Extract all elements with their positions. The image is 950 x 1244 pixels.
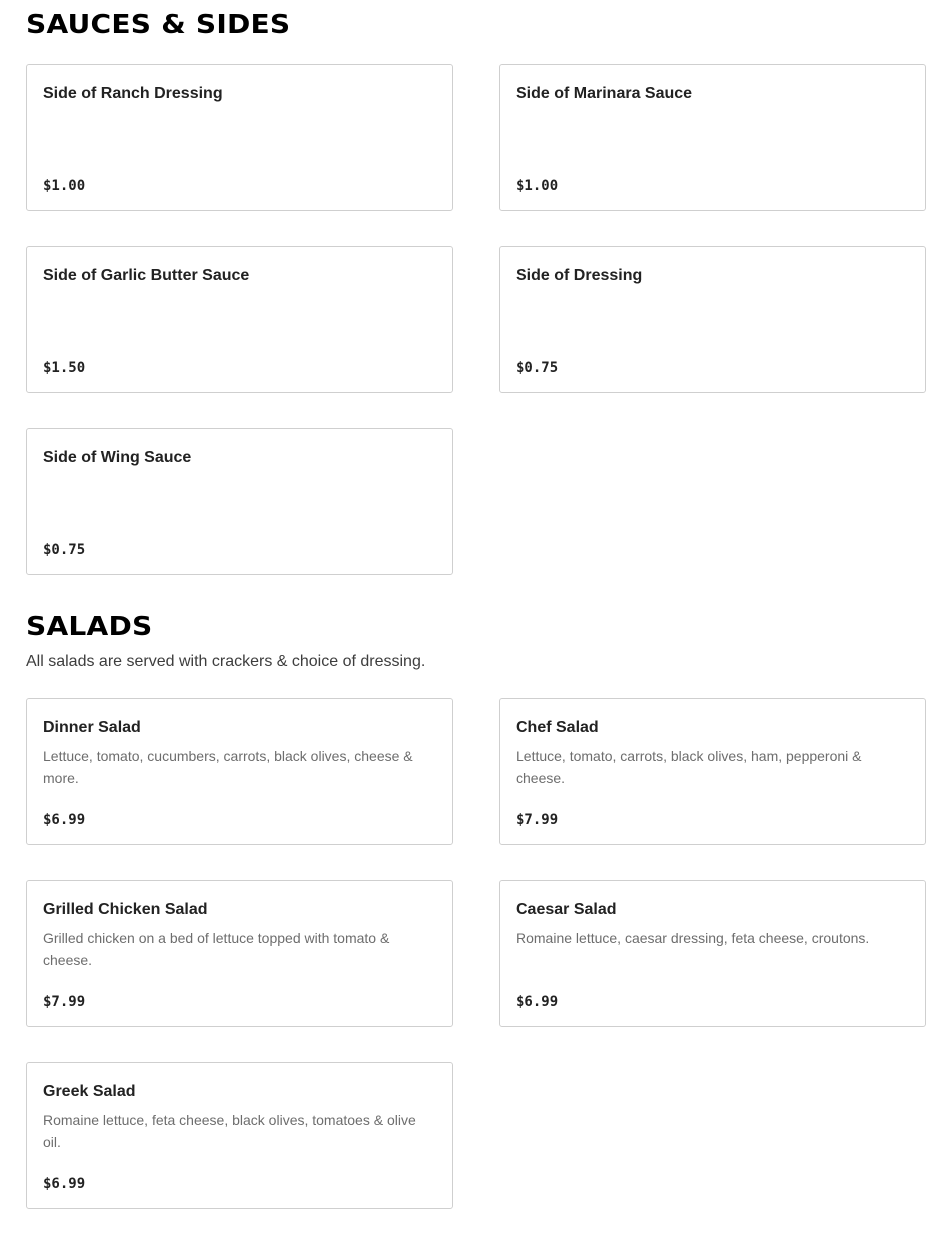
menu-item-name: Side of Marinara Sauce — [516, 85, 693, 102]
menu-item-card[interactable] — [26, 246, 453, 393]
salads-section-title: SALADS — [26, 612, 153, 642]
menu-item-price: $7.99 — [43, 994, 86, 1010]
menu-item-price: $6.99 — [43, 1176, 86, 1192]
menu-item-card[interactable] — [26, 698, 453, 845]
menu-item-price: $0.75 — [516, 360, 559, 376]
menu-item-card[interactable] — [26, 428, 453, 575]
menu-item-description: Romaine lettuce, feta cheese, black olives, tomatoes & olive oil. — [43, 1112, 416, 1150]
salads-section-note: All salads are served with crackers & choice of dressing. — [26, 653, 426, 670]
menu-item-card[interactable] — [26, 64, 453, 211]
menu-item-name: Greek Salad — [43, 1083, 136, 1100]
menu-item-price: $1.50 — [43, 360, 86, 376]
menu-item-name: Grilled Chicken Salad — [43, 901, 208, 918]
menu-item-name: Side of Wing Sauce — [43, 449, 192, 466]
menu-item-card[interactable] — [499, 246, 926, 393]
menu-item-name: Chef Salad — [516, 719, 599, 736]
menu-item-name: Side of Dressing — [516, 267, 643, 284]
menu-item-card[interactable] — [499, 880, 926, 1027]
menu-item-name: Caesar Salad — [516, 901, 617, 918]
menu-item-price: $1.00 — [43, 178, 86, 194]
menu-item-card[interactable] — [499, 698, 926, 845]
menu-item-price: $6.99 — [516, 994, 559, 1010]
menu-item-description: Romaine lettuce, caesar dressing, feta cheese, croutons. — [516, 930, 870, 946]
sauces-section-title: SAUCES & SIDES — [26, 10, 291, 40]
sauces-section — [26, 10, 928, 558]
menu-item-name: Side of Ranch Dressing — [43, 85, 223, 102]
menu-item-price: $0.75 — [43, 542, 86, 558]
salads-section — [26, 612, 928, 1192]
menu-item-card[interactable] — [26, 1062, 453, 1209]
menu-item-description: Lettuce, tomato, cucumbers, carrots, black olives, cheese & more. — [43, 748, 413, 786]
menu-item-price: $1.00 — [516, 178, 559, 194]
menu-item-description: Lettuce, tomato, carrots, black olives, ham, pepperoni & cheese. — [516, 748, 862, 786]
menu-item-name: Dinner Salad — [43, 719, 141, 736]
menu-item-price: $7.99 — [516, 812, 559, 828]
menu-item-card[interactable] — [499, 64, 926, 211]
menu-item-price: $6.99 — [43, 812, 86, 828]
menu-item-card[interactable] — [26, 880, 453, 1027]
menu-item-name: Side of Garlic Butter Sauce — [43, 267, 250, 284]
menu-item-description: Grilled chicken on a bed of lettuce topped with tomato & cheese. — [43, 930, 390, 968]
